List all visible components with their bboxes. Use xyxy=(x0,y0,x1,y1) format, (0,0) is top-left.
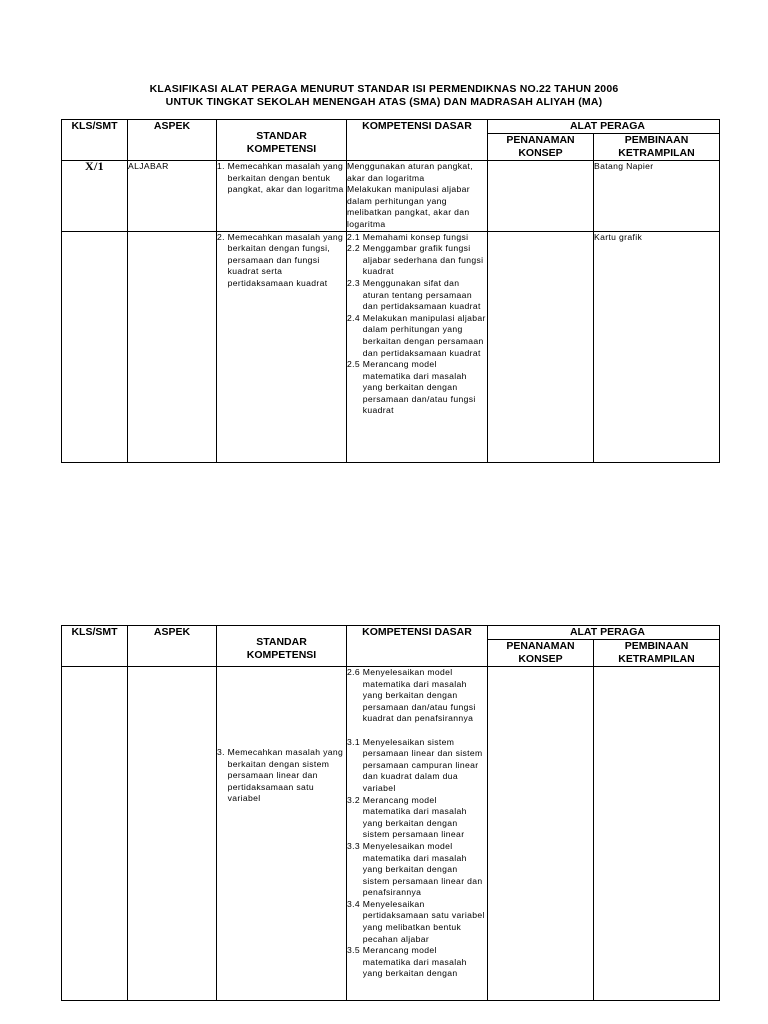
standar-kompetensi-2 xyxy=(217,231,347,462)
kd-text: Menggunakan aturan pangkat, akar dan logaritma Melakukan manipulasi aljabar dalam perhitungan yang melibatkan pangkat, akar dan logaritma xyxy=(347,161,474,229)
item-text: Merancang model matematika dari masalah yang berkaitan dengan xyxy=(362,945,467,979)
item-text: Memecahkan masalah yang berkaitan dengan bentuk pangkat, akar dan logaritma xyxy=(227,161,344,195)
item-text: Menggambar grafik fungsi aljabar sederhana dan fungsi kuadrat xyxy=(362,243,484,277)
item-text: Melakukan manipulasi aljabar dalam perhitungan yang berkaitan dengan persamaan dan pertidaksamaan kuadrat xyxy=(362,312,486,358)
header-pembinaan-ketrampilan: PEMBINAAN KETRAMPILAN xyxy=(594,640,720,667)
header-pembinaan-ketrampilan: PEMBINAAN KETRAMPILAN xyxy=(594,134,720,161)
aspek-empty xyxy=(128,667,217,1001)
item-text: Menyelesaikan model matematika dari masalah yang berkaitan dengan persamaan dan/atau fungsi kuadrat dan penafsirannya xyxy=(362,667,476,724)
standar-kompetensi-3 xyxy=(217,667,347,1001)
header-alat-peraga: ALAT PERAGA xyxy=(488,626,720,640)
header-aspek: ASPEK xyxy=(128,120,217,161)
item-number: 3. xyxy=(217,747,228,757)
header-alat-peraga: ALAT PERAGA xyxy=(488,120,720,134)
kd-item xyxy=(347,667,487,725)
kd-item xyxy=(347,359,487,417)
header-standar-kompetensi: STANDAR KOMPETENSI xyxy=(217,120,347,161)
item-number: 3.3 xyxy=(347,840,363,851)
standar-kompetensi-1 xyxy=(217,161,347,232)
header-standar-kompetensi: STANDAR KOMPETENSI xyxy=(217,626,347,667)
header-kls-smt: KLS/SMT xyxy=(62,120,128,161)
item-number: 2.3 xyxy=(347,277,363,288)
kompetensi-dasar-2 xyxy=(347,231,488,462)
item-number: 3.1 xyxy=(347,736,363,747)
item-number: 2.2 xyxy=(347,243,363,254)
header-kompetensi-dasar: KOMPETENSI DASAR xyxy=(347,120,488,161)
pembinaan-ketrampilan-cell xyxy=(594,667,720,1001)
item-text: Memecahkan masalah yang berkaitan dengan fungsi, persamaan dan fungsi kuadrat serta pertidaksamaan kuadrat xyxy=(227,231,344,288)
kd-item xyxy=(347,243,487,278)
kd-item xyxy=(347,841,487,899)
kd-item xyxy=(347,278,487,313)
item-text: Memahami konsep fungsi xyxy=(362,231,469,242)
header-kompetensi-dasar: KOMPETENSI DASAR xyxy=(347,626,488,667)
kd-item xyxy=(347,795,487,841)
item-number: 2.1 xyxy=(347,231,363,242)
pembinaan-ketrampilan-cell: Kartu grafik xyxy=(594,231,720,462)
aspek-value: ALJABAR xyxy=(128,161,217,232)
kls-smt-empty xyxy=(62,667,128,1001)
penanaman-konsep-cell xyxy=(488,161,594,232)
table-row xyxy=(62,667,720,1001)
item-number: 3.2 xyxy=(347,794,363,805)
kd-item xyxy=(347,313,487,359)
kls-smt-value: X/1 xyxy=(62,161,128,232)
item-text: Menyelesaikan sistem persamaan linear dan sistem persamaan campuran linear dan kuadrat dalam dua variabel xyxy=(362,736,483,793)
item-text: Menggunakan sifat dan aturan tentang persamaan dan pertidaksamaan kuadrat xyxy=(362,277,481,312)
item-number: 3.5 xyxy=(347,945,363,956)
curriculum-table-2 xyxy=(61,625,720,1001)
item-text: Menyelesaikan pertidaksamaan satu variabel yang melibatkan bentuk pecahan aljabar xyxy=(362,898,485,944)
item-text: Memecahkan masalah yang berkaitan dengan sistem persamaan linear dan pertidaksamaan satu variabel xyxy=(227,747,344,804)
penanaman-konsep-cell xyxy=(488,231,594,462)
item-text: Merancang model matematika dari masalah yang berkaitan dengan sistem persamaan linear xyxy=(362,794,467,840)
item-text: Menyelesaikan model matematika dari masalah yang berkaitan dengan sistem persamaan linear dan penafsirannya xyxy=(362,840,483,898)
header-penanaman-konsep: PENANAMAN KONSEP xyxy=(488,640,594,667)
kompetensi-dasar-3 xyxy=(347,667,488,1001)
item-number: 1. xyxy=(217,161,228,171)
document-title-line2: UNTUK TINGKAT SEKOLAH MENENGAH ATAS (SMA) DAN MADRASAH ALIYAH (MA) xyxy=(165,96,603,108)
kd-item xyxy=(347,899,487,945)
aspek-empty xyxy=(128,231,217,462)
item-text: Merancang model matematika dari masalah yang berkaitan dengan persamaan dan/atau fungsi kuadrat xyxy=(362,359,476,416)
header-penanaman-konsep: PENANAMAN KONSEP xyxy=(488,134,594,161)
kls-smt-empty xyxy=(62,231,128,462)
kompetensi-dasar-1 xyxy=(347,161,488,232)
item-number: 2. xyxy=(217,231,228,242)
table-row xyxy=(62,161,720,232)
item-number: 2.6 xyxy=(347,667,363,677)
item-number: 2.5 xyxy=(347,359,363,370)
item-number: 3.4 xyxy=(347,898,363,909)
document-title-line1: KLASIFIKASI ALAT PERAGA MENURUT STANDAR ISI PERMENDIKNAS NO.22 TAHUN 2006 xyxy=(149,83,619,95)
header-kls-smt: KLS/SMT xyxy=(62,626,128,667)
kd-item xyxy=(347,232,487,244)
kd-item xyxy=(347,737,487,795)
table-row xyxy=(62,231,720,462)
kd-item xyxy=(347,945,487,980)
header-aspek: ASPEK xyxy=(128,626,217,667)
item-number: 2.4 xyxy=(347,312,363,323)
penanaman-konsep-cell xyxy=(488,667,594,1001)
curriculum-table-1 xyxy=(61,119,720,463)
pembinaan-ketrampilan-cell: Batang Napier xyxy=(594,161,720,232)
